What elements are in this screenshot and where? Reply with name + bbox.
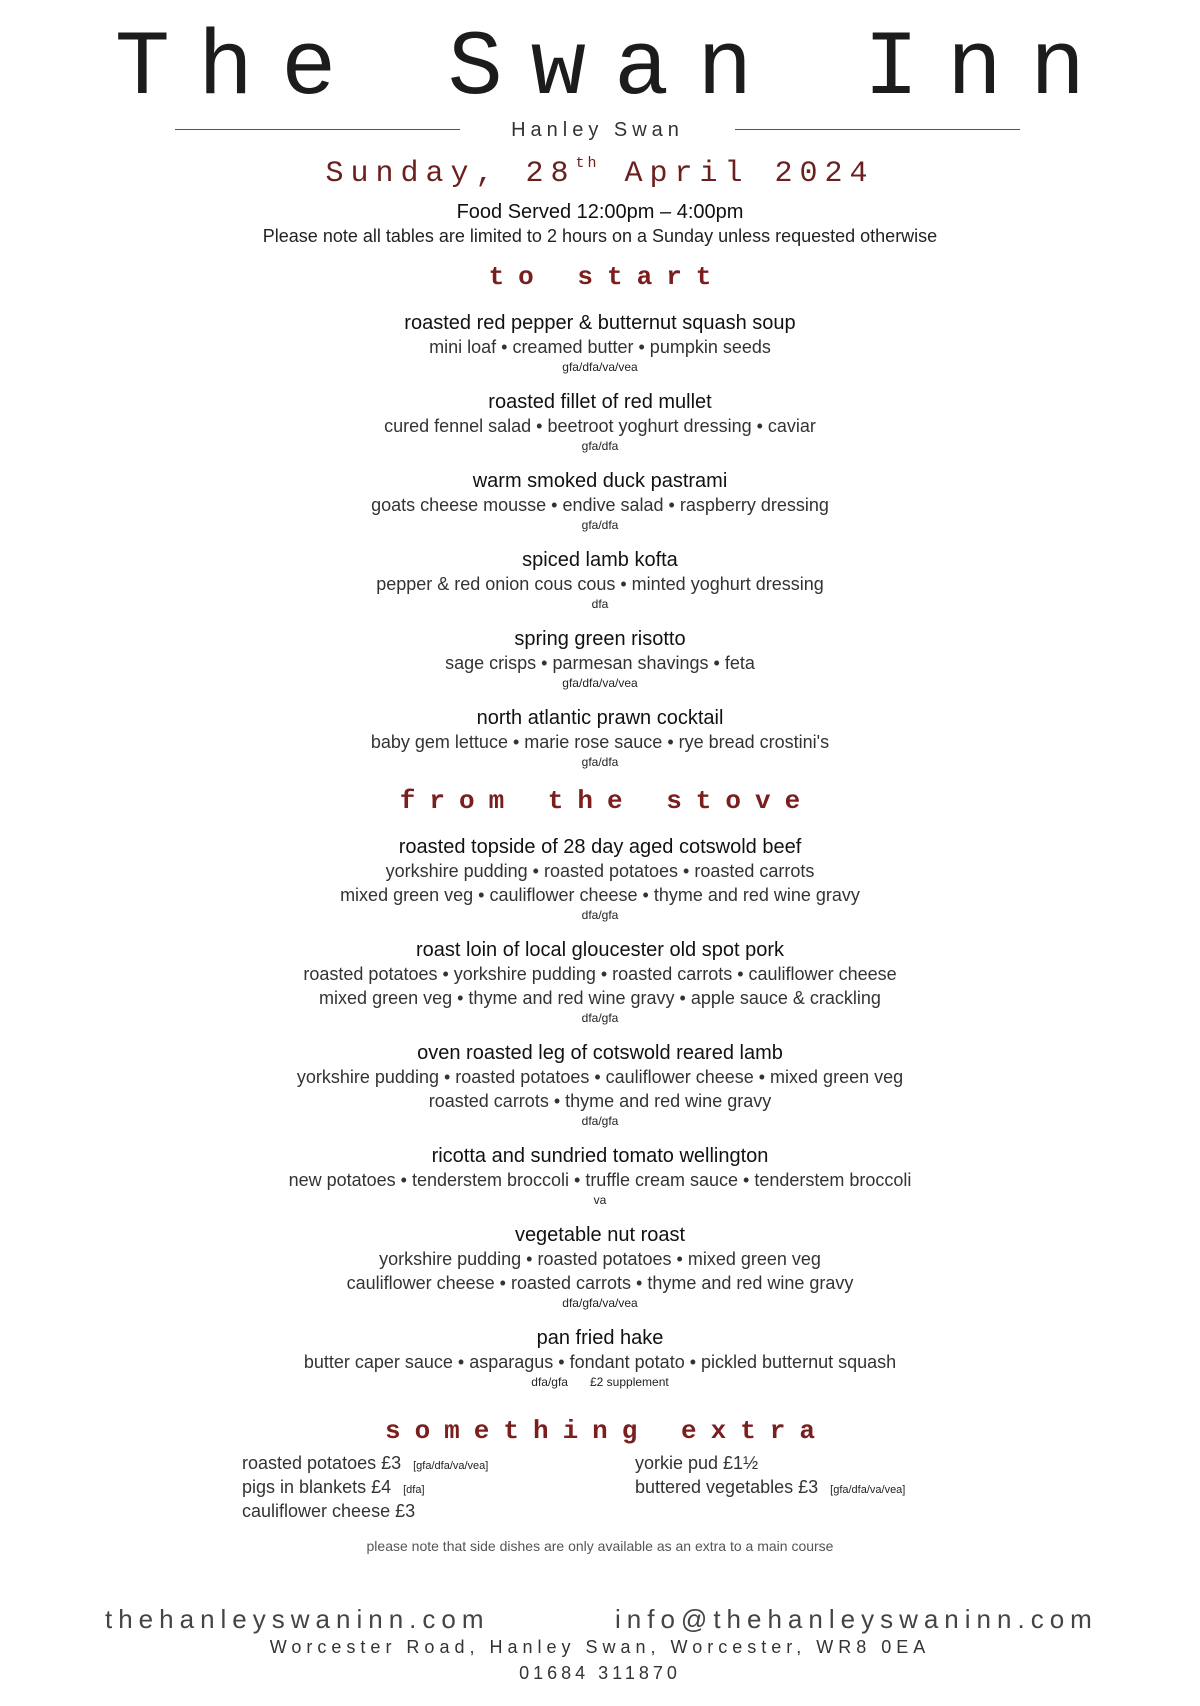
dietary-tags: gfa/dfa/va/vea <box>562 360 638 374</box>
menu-item <box>0 627 1200 691</box>
extra-item <box>242 1476 425 1501</box>
dietary-tags: va <box>593 1193 607 1207</box>
dish-name: spring green risotto <box>514 628 686 650</box>
dietary-tags: gfa/dfa <box>581 439 619 453</box>
extra-tags: [dfa] <box>403 1484 425 1496</box>
extra-label: buttered vegetables £3 <box>635 1477 819 1497</box>
section-heading-extras: something extra <box>384 1416 830 1446</box>
menu-item <box>0 938 1200 1026</box>
dish-description: mixed green veg • cauliflower cheese • thyme and red wine gravy <box>340 885 860 905</box>
location-subtitle: Hanley Swan <box>511 119 684 141</box>
dietary-tags <box>0 1374 1200 1390</box>
divider-right <box>735 129 1020 130</box>
dish-description: cauliflower cheese • roasted carrots • thyme and red wine gravy <box>346 1273 854 1293</box>
dish-name: pan fried hake <box>536 1327 664 1349</box>
menu-item <box>0 311 1200 375</box>
dish-name: north atlantic prawn cocktail <box>476 707 724 729</box>
date-prefix: Sunday, 28 <box>325 157 576 191</box>
extra-item <box>242 1452 488 1477</box>
dish-description: mini loaf • creamed butter • pumpkin seeds <box>429 337 771 357</box>
dish-name: roasted red pepper & butternut squash soup <box>404 312 796 334</box>
dietary-tags: dfa/gfa/va/vea <box>562 1296 638 1310</box>
extra-tags: [gfa/dfa/va/vea] <box>830 1484 906 1496</box>
dish-name: warm smoked duck pastrami <box>472 470 728 492</box>
address: Worcester Road, Hanley Swan, Worcester, WR8 0EA <box>269 1637 931 1657</box>
dish-description: new potatoes • tenderstem broccoli • truffle cream sauce • tenderstem broccoli <box>288 1170 912 1190</box>
dish-description: sage crisps • parmesan shavings • feta <box>445 653 755 673</box>
subtitle-row <box>175 118 1020 142</box>
dietary-tags: gfa/dfa/va/vea <box>562 676 638 690</box>
supplement-note: £2 supplement <box>589 1375 669 1389</box>
extra-label: cauliflower cheese £3 <box>242 1501 416 1521</box>
section-heading-starters: to start <box>488 262 726 292</box>
dietary-tags: dfa/gfa <box>581 1011 619 1025</box>
menu-date <box>0 146 1200 192</box>
menu-item <box>0 1144 1200 1208</box>
dish-description: yorkshire pudding • roasted potatoes • mixed green veg <box>379 1249 821 1269</box>
dish-name: vegetable nut roast <box>514 1224 686 1246</box>
dietary-tags: dfa/gfa <box>581 908 619 922</box>
menu-item <box>0 1041 1200 1129</box>
menu-item <box>0 390 1200 454</box>
email-link[interactable]: info@thehanleyswaninn.com <box>615 1604 1098 1634</box>
dietary-tags: gfa/dfa <box>581 518 619 532</box>
dietary-tags: dfa <box>591 597 609 611</box>
dish-description: butter caper sauce • asparagus • fondant potato • pickled butternut squash <box>303 1352 897 1372</box>
side-dish-note: please note that side dishes are only available as an extra to a main course <box>366 1538 834 1554</box>
dish-name: spiced lamb kofta <box>522 549 678 571</box>
dietary-tags: gfa/dfa <box>581 755 619 769</box>
dish-name: oven roasted leg of cotswold reared lamb <box>417 1042 783 1064</box>
menu-item <box>0 469 1200 533</box>
dish-description: yorkshire pudding • roasted potatoes • roasted carrots <box>385 861 815 881</box>
section-heading-mains: from the stove <box>399 786 815 816</box>
extra-tags: [gfa/dfa/va/vea] <box>413 1460 489 1472</box>
menu-item <box>0 706 1200 770</box>
extra-label: roasted potatoes £3 <box>242 1453 402 1473</box>
extras-list <box>0 1450 1200 1540</box>
dish-description: yorkshire pudding • roasted potatoes • cauliflower cheese • mixed green veg <box>296 1067 904 1087</box>
menu-item <box>0 1326 1200 1390</box>
website-link[interactable]: thehanleyswaninn.com <box>105 1604 490 1634</box>
extra-item <box>635 1452 758 1474</box>
dish-description: roasted potatoes • yorkshire pudding • roasted carrots • cauliflower cheese <box>303 964 897 984</box>
date-ordinal: th <box>575 155 600 172</box>
dish-description: mixed green veg • thyme and red wine gravy • apple sauce & crackling <box>319 988 881 1008</box>
dish-description: baby gem lettuce • marie rose sauce • rye bread crostini's <box>370 732 830 752</box>
menu-item <box>0 548 1200 612</box>
dietary-tag-text: dfa/gfa <box>531 1375 568 1389</box>
extra-item <box>635 1476 905 1501</box>
menu-item <box>0 835 1200 923</box>
extra-label: yorkie pud £1½ <box>635 1453 759 1473</box>
dietary-tags: dfa/gfa <box>581 1114 619 1128</box>
dish-name: roasted fillet of red mullet <box>488 391 712 413</box>
dish-description: goats cheese mousse • endive salad • raspberry dressing <box>371 495 829 515</box>
dish-name: roasted topside of 28 day aged cotswold beef <box>398 836 802 858</box>
table-limit-note: Please note all tables are limited to 2 hours on a Sunday unless requested otherwise <box>262 226 938 246</box>
extra-label: pigs in blankets £4 <box>242 1477 392 1497</box>
dish-name: ricotta and sundried tomato wellington <box>431 1145 769 1167</box>
page-title: The Swan Inn <box>114 16 1114 121</box>
dish-description: pepper & red onion cous cous • minted yoghurt dressing <box>376 574 824 594</box>
menu-item <box>0 1223 1200 1311</box>
dish-name: roast loin of local gloucester old spot pork <box>416 939 784 961</box>
phone-number: 01684 311870 <box>519 1663 681 1683</box>
service-hours: Food Served 12:00pm – 4:00pm <box>456 201 744 223</box>
dish-description: roasted carrots • thyme and red wine gravy <box>428 1091 772 1111</box>
dish-description: cured fennel salad • beetroot yoghurt dressing • caviar <box>384 416 816 436</box>
extra-item <box>242 1500 415 1522</box>
date-rest: April 2024 <box>599 157 875 191</box>
